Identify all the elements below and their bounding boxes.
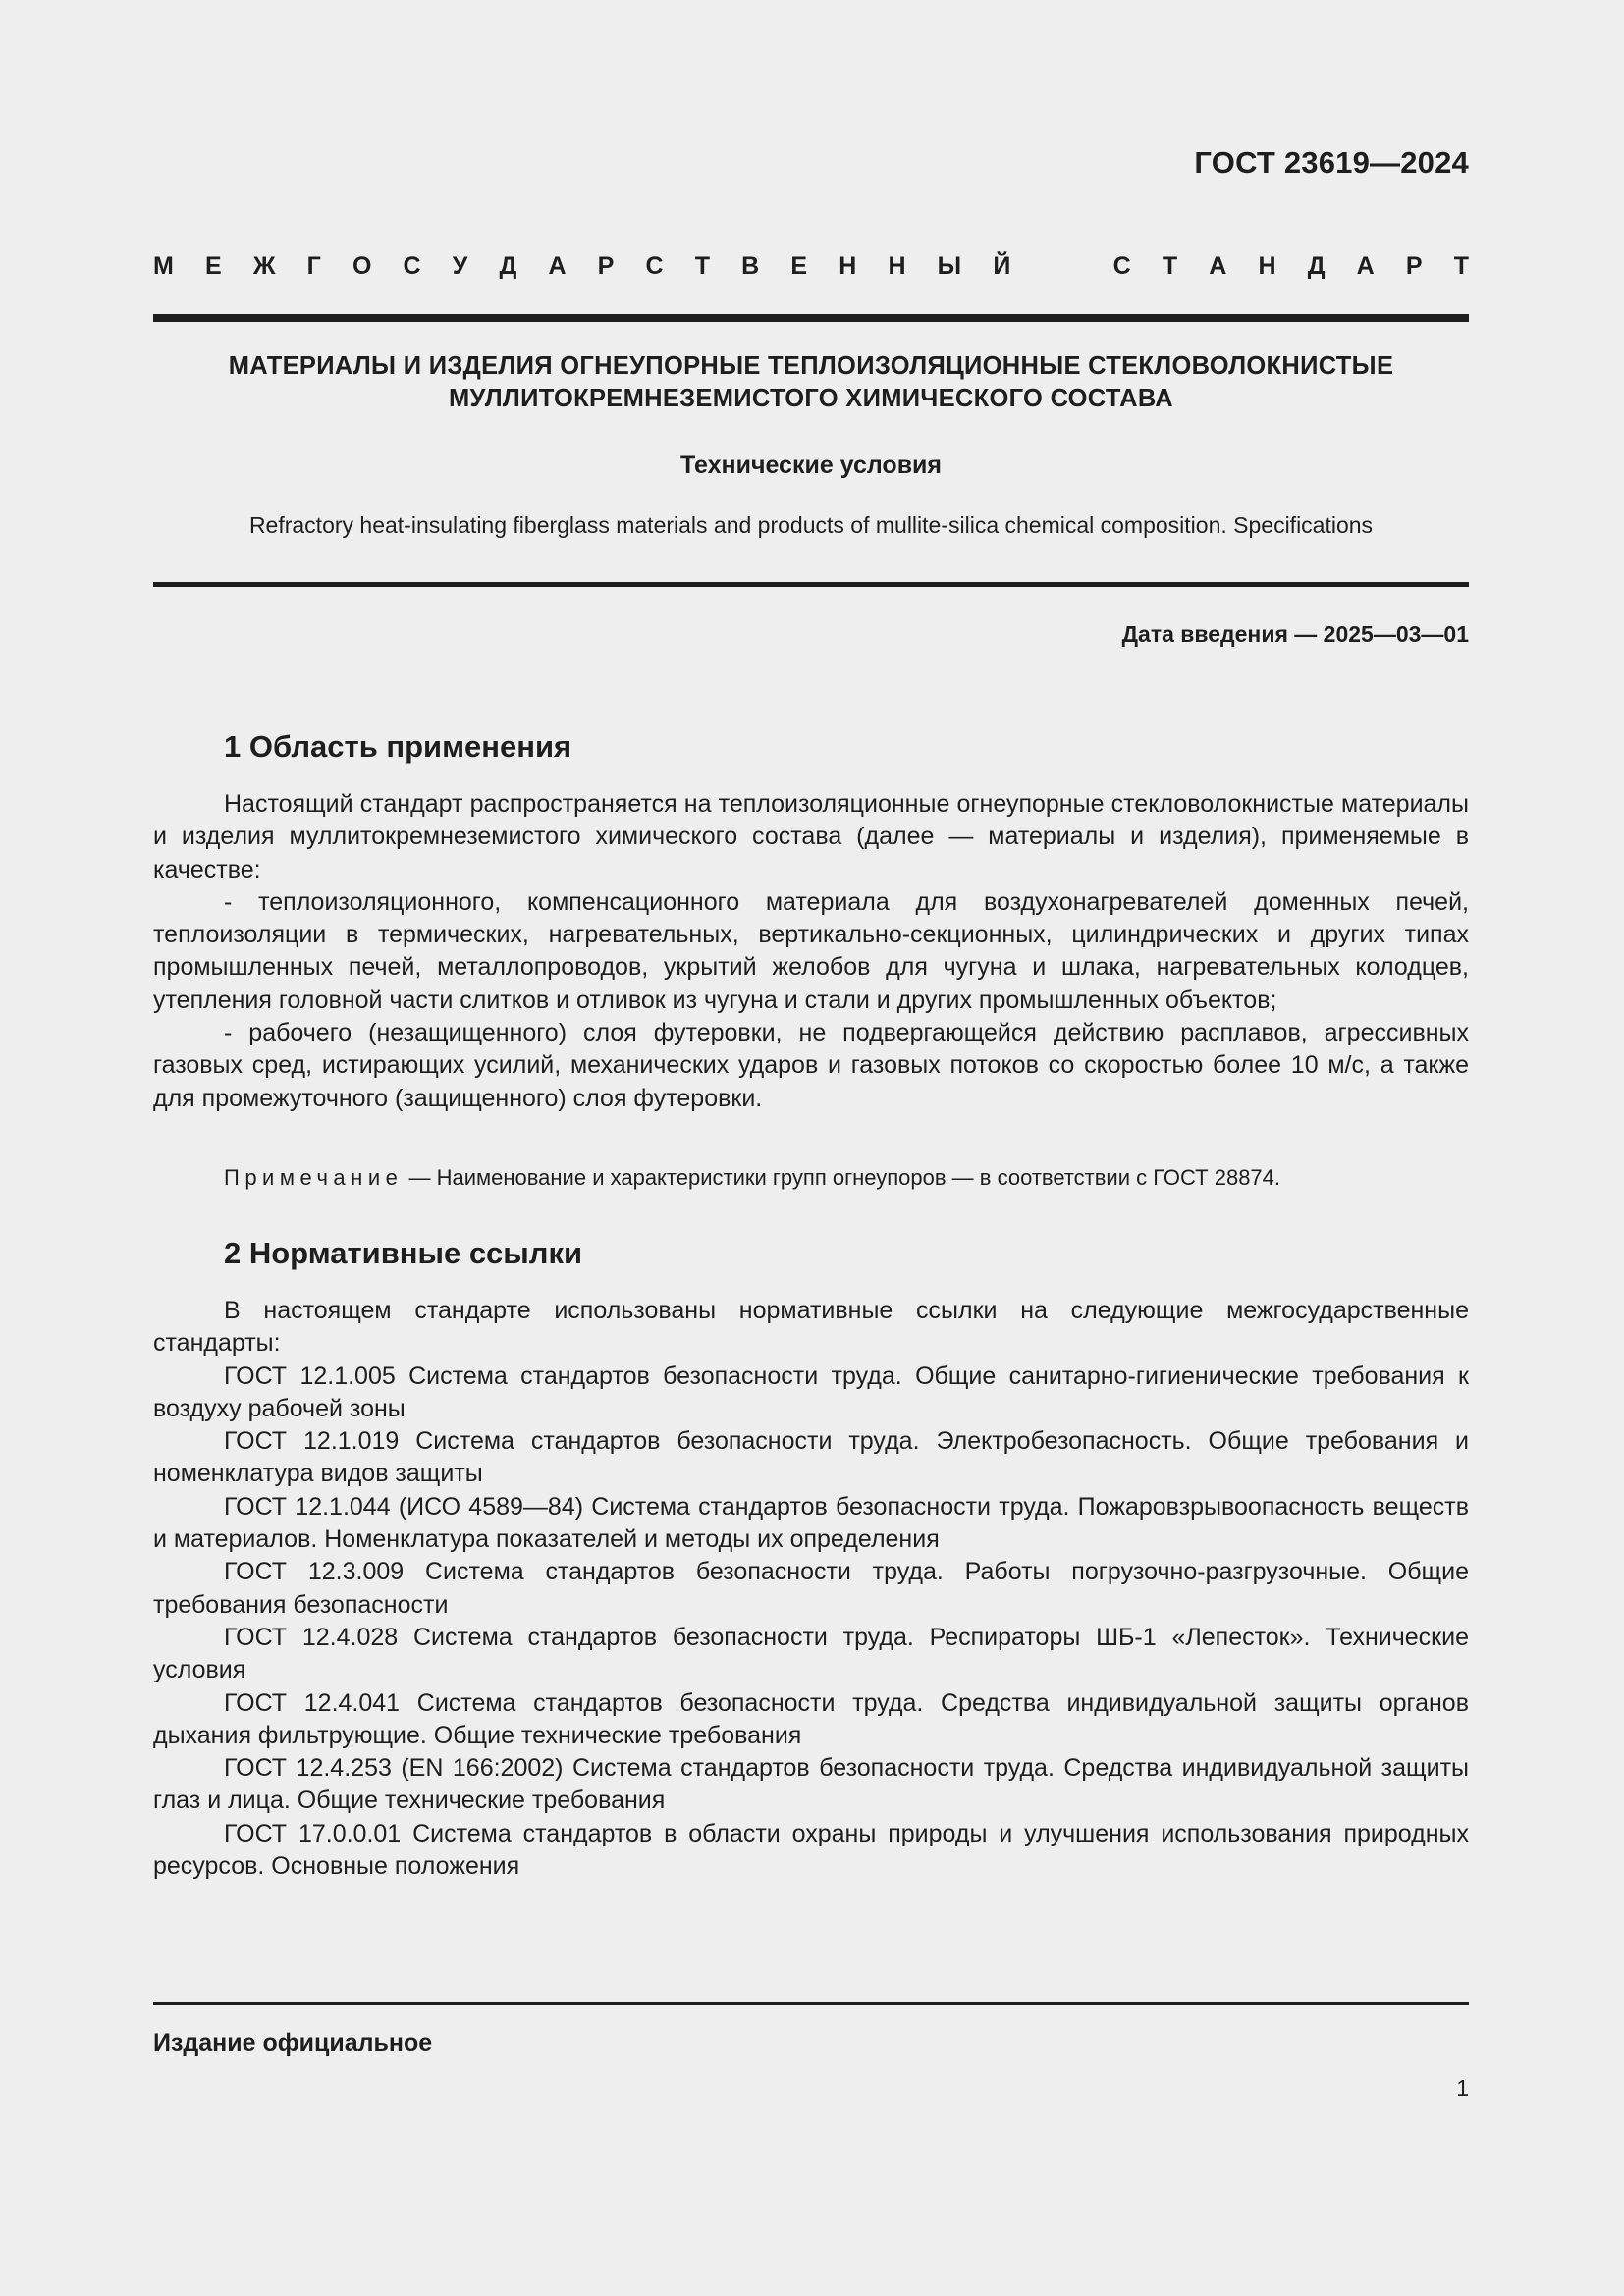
standard-type-letter: Н xyxy=(888,252,906,280)
standard-type-letter: В xyxy=(741,252,760,280)
title-line: МУЛЛИТОКРЕМНЕЗЕМИСТОГО ХИМИЧЕСКОГО СОСТАВА xyxy=(448,385,1174,412)
standard-type-letter: А xyxy=(548,252,567,280)
paragraph: - теплоизоляционного, компенсационного материала для воздухонагревателей доменных печей, теплоизоляции в термических, нагревательных, вертикально-секционных, цилиндрических и других типах промышленных печей, металлопроводов, укрытий желобов для чугуна и шлака, нагревательных колодцев, утепления головной части слитков и отливок из чугуна и стали и других промышленных объектов; xyxy=(153,887,1469,1014)
footer-rule xyxy=(153,2002,1469,2005)
standard-type-letter: Н xyxy=(1258,252,1276,280)
standard-type-letter: Д xyxy=(1307,252,1326,280)
standard-type-letter: М xyxy=(153,252,174,280)
standard-type-letter: Д xyxy=(499,252,517,280)
reference-item: ГОСТ 12.1.019 Система стандартов безопасности труда. Электробезопасность. Общие требования и номенклатура видов защиты xyxy=(153,1427,1469,1488)
paragraph: Настоящий стандарт распространяется на теплоизоляционные огнеупорные стекловолокнистые материалы и изделия муллитокремнеземистого химического состава (далее — материалы и изделия), применяемые в качестве: xyxy=(153,790,1469,883)
english-title: Refractory heat-insulating fiberglass materials and products of mullite-silica chemical composition. Specifications xyxy=(248,512,1374,538)
reference-item: ГОСТ 12.4.253 (EN 166:2002) Система стандартов безопасности труда. Средства индивидуальной защиты глаз и лица. Общие технические требования xyxy=(153,1754,1469,1815)
reference-item: ГОСТ 12.3.009 Система стандартов безопасности труда. Работы погрузочно-разгрузочные. Общие требования безопасности xyxy=(153,1558,1469,1619)
reference-item: ГОСТ 12.1.005 Система стандартов безопасности труда. Общие санитарно-гигиенические требования к воздуху рабочей зоны xyxy=(153,1362,1469,1422)
reference-item: ГОСТ 17.0.0.01 Система стандартов в области охраны природы и улучшения использования природных ресурсов. Основные положения xyxy=(153,1819,1469,1881)
document-subtitle: Технические условия xyxy=(679,452,943,479)
standard-type-letter: О xyxy=(352,252,372,280)
top-rule xyxy=(153,314,1469,322)
section-heading: 1 Область применения xyxy=(224,729,572,764)
standard-type-letter: Н xyxy=(839,252,857,280)
section-body xyxy=(153,1295,1469,1883)
note-label: Примечание xyxy=(224,1165,404,1190)
standard-type-letter: Т xyxy=(1162,252,1178,280)
standard-designation: ГОСТ 23619—2024 xyxy=(1194,145,1469,180)
standard-type-letter: Т xyxy=(694,252,711,280)
introduction-date: Дата введения — 2025—03—01 xyxy=(1121,621,1469,647)
section-heading: 2 Нормативные ссылки xyxy=(224,1236,583,1270)
standard-type-letter: Т xyxy=(1453,252,1469,280)
reference-item: ГОСТ 12.4.041 Система стандартов безопасности труда. Средства индивидуальной защиты органов дыхания фильтрующие. Общие технические требования xyxy=(153,1688,1469,1749)
standard-type-letter: Е xyxy=(790,252,808,280)
official-edition: Издание официальное xyxy=(153,2029,433,2056)
page-number: 1 xyxy=(1456,2075,1469,2101)
standard-type-letter: Р xyxy=(597,252,615,280)
standard-type-letter: С xyxy=(403,252,421,280)
standard-type-letter: Е xyxy=(204,252,222,280)
note-text: — Наименование и характеристики групп огнеупоров — в соответствии с ГОСТ 28874. xyxy=(403,1165,1281,1190)
standard-type-letter: А xyxy=(1356,252,1375,280)
standard-type-letter: Ж xyxy=(252,252,276,280)
title-bottom-rule xyxy=(153,582,1469,587)
paragraph: - рабочего (незащищенного) слоя футеровки, не подвергающейся действию расплавов, агрессивных газовых сред, истирающих усилий, механических ударов и газовых потоков со скоростью более 10 м/с, а также для промежуточного (защищенного) слоя футеровки. xyxy=(153,1019,1469,1112)
standard-type-letter: Р xyxy=(1405,252,1423,280)
standard-type-letter: С xyxy=(645,252,664,280)
reference-item: ГОСТ 12.1.044 (ИСО 4589—84) Система стандартов безопасности труда. Пожаровзрывоопасность веществ и материалов. Номенклатура показателей и методы их определения xyxy=(153,1492,1469,1554)
standard-type-letter: Й xyxy=(993,252,1011,280)
reference-item: ГОСТ 12.4.028 Система стандартов безопасности труда. Респираторы ШБ-1 «Лепесток». Технические условия xyxy=(153,1623,1469,1684)
title-line: МАТЕРИАЛЫ И ИЗДЕЛИЯ ОГНЕУПОРНЫЕ ТЕПЛОИЗОЛЯЦИОННЫЕ СТЕКЛОВОЛОКНИСТЫЕ xyxy=(228,352,1394,380)
standard-type-letter: Г xyxy=(306,252,321,280)
standard-type-letter: С xyxy=(1112,252,1131,280)
standard-type-letter: Ы xyxy=(937,252,962,280)
document-title xyxy=(153,350,1469,415)
standard-type-letter: А xyxy=(1209,252,1227,280)
section-body xyxy=(153,788,1469,1115)
standard-type-letter: У xyxy=(452,252,468,280)
note xyxy=(224,1165,1280,1191)
standard-type-heading xyxy=(153,252,1469,281)
paragraph: В настоящем стандарте использованы нормативные ссылки на следующие межгосударственные стандарты: xyxy=(153,1297,1469,1358)
